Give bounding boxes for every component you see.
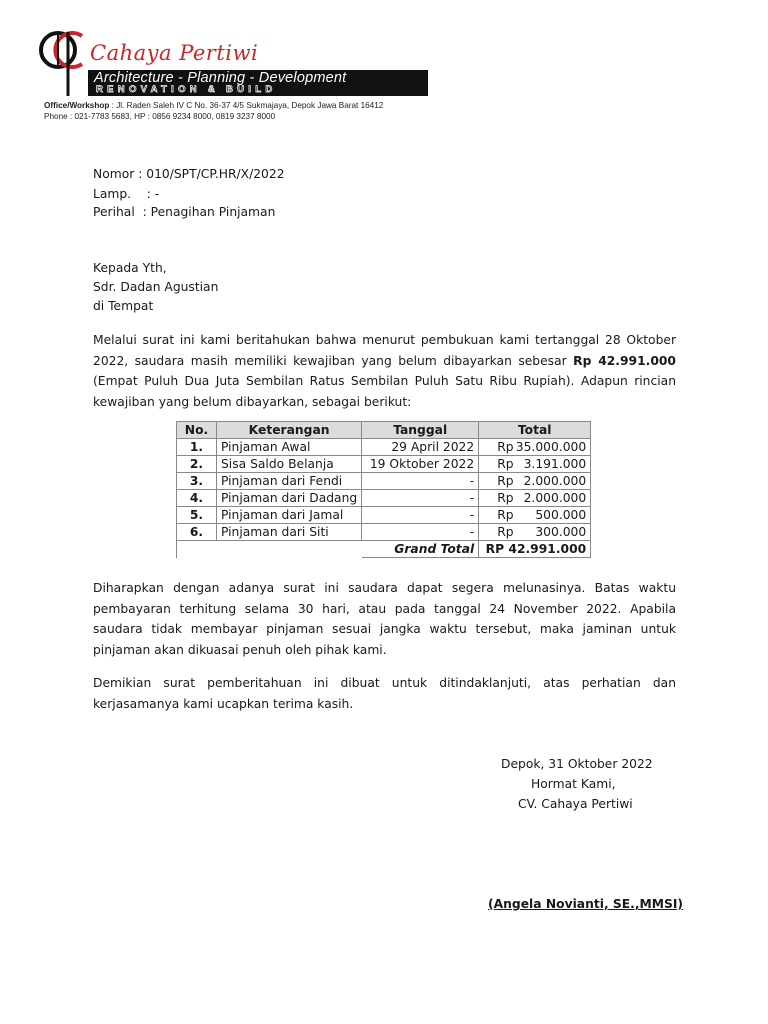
recipient-salutation: Kepada Yth, xyxy=(93,261,167,275)
col-header-total: Total xyxy=(479,422,591,439)
row-keterangan: Pinjaman dari Dadang xyxy=(217,490,362,507)
row-no: 2. xyxy=(177,456,217,473)
table-row xyxy=(177,507,591,524)
table-row xyxy=(177,524,591,541)
closing-company: CV. Cahaya Pertiwi xyxy=(518,797,633,811)
row-no: 5. xyxy=(177,507,217,524)
row-total xyxy=(479,524,591,541)
amount: 3.191.000 xyxy=(523,457,587,471)
table-row xyxy=(177,490,591,507)
row-tanggal: - xyxy=(362,473,479,490)
row-tanggal: - xyxy=(362,524,479,541)
debt-amount: Rp 42.991.000 xyxy=(573,353,676,368)
table-row xyxy=(177,473,591,490)
amount: 300.000 xyxy=(535,525,587,539)
row-total xyxy=(479,473,591,490)
row-tanggal: 29 April 2022 xyxy=(362,439,479,456)
row-keterangan: Pinjaman dari Siti xyxy=(217,524,362,541)
col-header-no: No. xyxy=(177,422,217,439)
grand-total-spacer xyxy=(177,541,362,558)
letter-attachment: Lamp. : - xyxy=(93,187,160,201)
currency-label: Rp xyxy=(497,508,514,522)
row-keterangan: Sisa Saldo Belanja xyxy=(217,456,362,473)
letter-subject: Perihal : Penagihan Pinjaman xyxy=(93,205,276,219)
row-tanggal: 19 Oktober 2022 xyxy=(362,456,479,473)
row-total xyxy=(479,507,591,524)
signer-name: (Angela Novianti, SE.,MMSI) xyxy=(488,897,684,911)
company-banner xyxy=(88,70,428,96)
paragraph-intro-text: Melalui surat ini kami beritahukan bahwa menurut pembukuan kami tertanggal 28 Oktober 2022, saudara masih memiliki kewajiban yang belum dibayarkan sebesar xyxy=(93,333,676,368)
table-header-row xyxy=(177,422,591,439)
recipient-location: di Tempat xyxy=(93,299,154,313)
row-total xyxy=(479,439,591,456)
office-address xyxy=(44,101,383,110)
row-keterangan: Pinjaman dari Fendi xyxy=(217,473,362,490)
recipient-name: Sdr. Dadan Agustian xyxy=(93,280,219,294)
currency-label: Rp xyxy=(497,491,514,505)
debt-detail-table xyxy=(176,421,591,558)
currency-label: Rp xyxy=(497,525,514,539)
closing-greeting: Hormat Kami, xyxy=(531,777,616,791)
grand-total-row xyxy=(177,541,591,558)
currency-label: Rp xyxy=(497,457,514,471)
letter-number: Nomor : 010/SPT/CP.HR/X/2022 xyxy=(93,167,285,181)
row-no: 3. xyxy=(177,473,217,490)
table-row xyxy=(177,456,591,473)
office-address-text: : Jl. Raden Saleh IV C No. 36-37 4/5 Sukmajaya, Depok Jawa Barat 16412 xyxy=(111,101,384,110)
table-row xyxy=(177,439,591,456)
company-tagline: Architecture - Planning - Development xyxy=(94,70,347,86)
currency-label: Rp xyxy=(497,474,514,488)
company-tagline-secondary: RENOVATION & BUILD xyxy=(96,84,277,95)
row-total xyxy=(479,490,591,507)
amount: 2.000.000 xyxy=(523,474,587,488)
paragraph-intro xyxy=(93,330,676,412)
office-label: Office/Workshop xyxy=(44,101,110,110)
row-tanggal: - xyxy=(362,490,479,507)
row-no: 4. xyxy=(177,490,217,507)
grand-total-value: RP 42.991.000 xyxy=(479,541,591,558)
row-no: 6. xyxy=(177,524,217,541)
col-header-keterangan: Keterangan xyxy=(217,422,362,439)
place-date: Depok, 31 Oktober 2022 xyxy=(501,757,653,771)
row-tanggal: - xyxy=(362,507,479,524)
paragraph-deadline: Diharapkan dengan adanya surat ini saudara dapat segera melunasinya. Batas waktu pembayaran terhitung selama 30 hari, atau pada tanggal 24 November 2022. Apabila saudara tidak membayar pinjaman sesuai jangka waktu tersebut, maka jaminan untuk pinjaman akan dikuasai penuh oleh pihak kami. xyxy=(93,581,676,657)
row-keterangan: Pinjaman dari Jamal xyxy=(217,507,362,524)
amount: 2.000.000 xyxy=(523,491,587,505)
paragraph-closing: Demikian surat pemberitahuan ini dibuat untuk ditindaklanjuti, atas perhatian dan kerjasamanya kami ucapkan terima kasih. xyxy=(93,676,676,711)
row-keterangan: Pinjaman Awal xyxy=(217,439,362,456)
amount: 35.000.000 xyxy=(515,440,587,454)
row-total xyxy=(479,456,591,473)
row-no: 1. xyxy=(177,439,217,456)
amount: 500.000 xyxy=(535,508,587,522)
currency-label: Rp xyxy=(497,440,514,454)
grand-total-label: Grand Total xyxy=(362,541,479,558)
company-name: Cahaya Pertiwi xyxy=(90,41,259,65)
phone-line: Phone : 021-7783 5683, HP : 0856 9234 8000, 0819 3237 8000 xyxy=(44,112,276,121)
paragraph-intro-text-cont: (Empat Puluh Dua Juta Sembilan Ratus Sembilan Puluh Satu Ribu Rupiah). Adapun rincian kewajiban yang belum dibayarkan, sebagai berikut: xyxy=(93,374,676,409)
col-header-tanggal: Tanggal xyxy=(362,422,479,439)
